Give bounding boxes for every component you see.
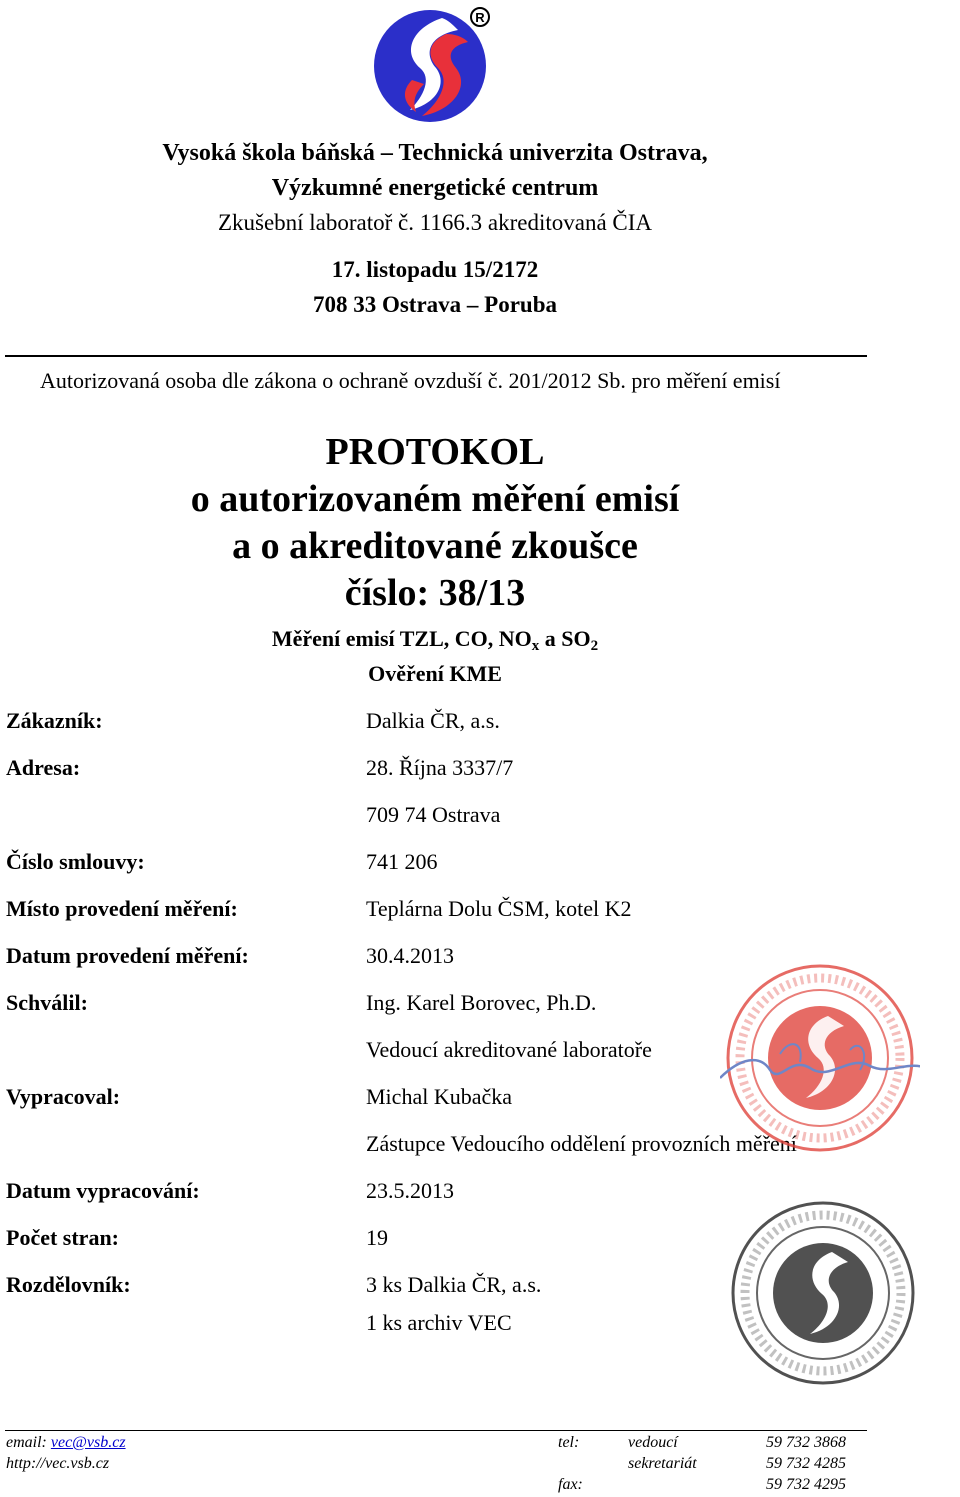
subscript-2: 2 xyxy=(590,638,599,654)
contract-label: Číslo smlouvy: xyxy=(6,849,145,874)
email-link[interactable]: vec@vsb.cz xyxy=(50,1434,126,1451)
role-head: vedoucí xyxy=(628,1434,678,1451)
title-protokol: PROTOKOL xyxy=(325,431,545,473)
institution-name: Vysoká škola báňská – Technická univerzita Ostrava, xyxy=(162,140,708,166)
lab-accreditation: Zkušební laboratoř č. 1166.3 akreditovaná ČIA xyxy=(217,210,653,235)
authorization-note: Autorizovaná osoba dle zákona o ochraně ovzduší č. 201/2012 Sb. pro měření emisí xyxy=(40,368,781,393)
footer-website[interactable]: http://vec.vsb.cz xyxy=(6,1455,110,1472)
prepared-date-value: 23.5.2013 xyxy=(366,1178,454,1203)
verification-subtitle: Ověření KME xyxy=(368,661,502,686)
address-label: Adresa: xyxy=(6,755,81,780)
approved-label: Schválil: xyxy=(6,990,88,1015)
vsb-logo-icon xyxy=(372,4,496,122)
email-label: email: xyxy=(6,1434,47,1451)
prepared-name: Michal Kubačka xyxy=(366,1084,512,1109)
title-line-3: a o akreditované zkoušce xyxy=(232,525,638,567)
approved-role: Vedoucí akreditované laboratoře xyxy=(366,1037,652,1062)
institution-department: Výzkumné energetické centrum xyxy=(271,175,599,201)
customer-value: Dalkia ČR, a.s. xyxy=(366,708,500,733)
title-line-2: o autorizovaném měření emisí xyxy=(190,478,680,520)
red-accreditation-stamp-icon xyxy=(720,958,920,1158)
measurement-date-label: Datum provedení měření: xyxy=(6,943,249,968)
city-address: 708 33 Ostrava – Poruba xyxy=(312,292,558,317)
address-value-city: 709 74 Ostrava xyxy=(366,802,501,827)
page-count-label: Počet stran: xyxy=(6,1225,120,1250)
distribution-value-1: 3 ks Dalkia ČR, a.s. xyxy=(366,1272,542,1297)
street-address: 17. listopadu 15/2172 xyxy=(331,257,539,282)
measurement-date-value: 30.4.2013 xyxy=(366,943,454,968)
svg-text:R: R xyxy=(475,10,485,25)
tel-label: tel: xyxy=(558,1434,580,1451)
contract-value: 741 206 xyxy=(366,849,438,874)
distribution-label: Rozdělovník: xyxy=(6,1272,131,1297)
footer-email xyxy=(6,1434,126,1452)
prepared-role: Zástupce Vedoucího oddělení provozních měření xyxy=(366,1131,797,1156)
address-value-street: 28. Října 3337/7 xyxy=(366,755,514,780)
subscript-x: x xyxy=(531,638,540,654)
prepared-date-label: Datum vypracování: xyxy=(6,1178,200,1203)
subtitle-text: Měření emisí TZL, CO, NO xyxy=(271,626,532,651)
phone-secretariat: 59 732 4285 xyxy=(766,1455,846,1472)
place-label: Místo provedení měření: xyxy=(6,896,238,921)
phone-head: 59 732 3868 xyxy=(766,1434,846,1451)
header-divider xyxy=(5,355,867,357)
prepared-label: Vypracoval: xyxy=(6,1084,121,1109)
distribution-value-2: 1 ks archiv VEC xyxy=(366,1310,512,1335)
place-value: Teplárna Dolu ČSM, kotel K2 xyxy=(366,896,632,921)
fax-label: fax: xyxy=(558,1476,583,1493)
protocol-number: číslo: 38/13 xyxy=(344,572,526,614)
approved-name: Ing. Karel Borovec, Ph.D. xyxy=(366,990,597,1015)
customer-label: Zákazník: xyxy=(6,708,103,733)
footer-divider xyxy=(5,1430,867,1431)
fax-number: 59 732 4295 xyxy=(766,1476,846,1493)
research-centre-stamp-icon xyxy=(728,1198,918,1388)
role-secretariat: sekretariát xyxy=(628,1455,697,1472)
subtitle-text-mid: a SO xyxy=(539,626,591,651)
measurement-subtitle xyxy=(0,626,870,655)
page-count-value: 19 xyxy=(366,1225,388,1250)
